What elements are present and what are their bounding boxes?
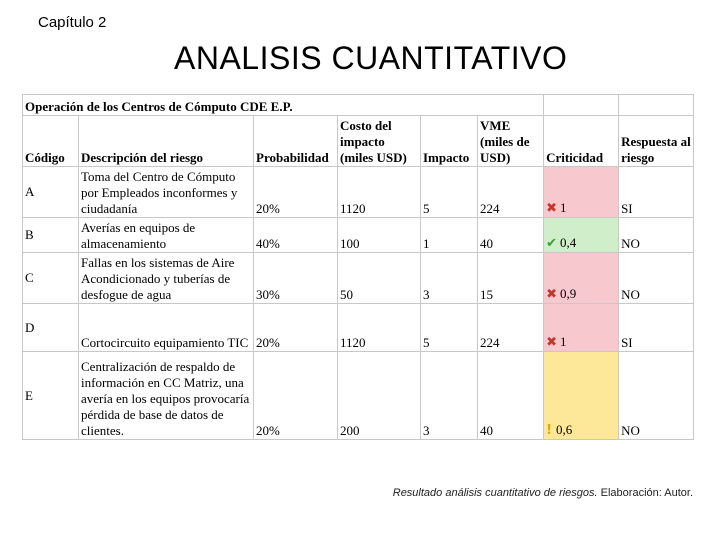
x-mark-icon: ✖ xyxy=(546,335,557,350)
page-title: ANALISIS CUANTITATIVO xyxy=(174,40,568,76)
row-vme: 224 xyxy=(478,167,544,218)
row-cost: 50 xyxy=(338,253,421,304)
criticality-value: 1 xyxy=(559,334,567,349)
row-criticality xyxy=(544,167,619,218)
row-probability: 40% xyxy=(254,218,338,253)
row-probability: 30% xyxy=(254,253,338,304)
table-row xyxy=(23,352,694,440)
exclamation-icon: ! xyxy=(546,423,553,438)
row-cost: 1120 xyxy=(338,167,421,218)
row-response: NO xyxy=(619,218,694,253)
operation-row xyxy=(23,95,694,116)
empty-cell xyxy=(544,95,619,116)
row-vme: 40 xyxy=(478,218,544,253)
operation-title: Operación de los Centros de Cómputo CDE E.P. xyxy=(23,95,544,116)
row-impact: 3 xyxy=(421,352,478,440)
table-row xyxy=(23,167,694,218)
criticality-value: 1 xyxy=(559,200,567,215)
row-impact: 1 xyxy=(421,218,478,253)
row-vme: 40 xyxy=(478,352,544,440)
row-vme: 224 xyxy=(478,304,544,352)
row-impact: 3 xyxy=(421,253,478,304)
table-row xyxy=(23,253,694,304)
table-row xyxy=(23,304,694,352)
row-cost: 1120 xyxy=(338,304,421,352)
row-code: E xyxy=(23,352,79,440)
row-impact: 5 xyxy=(421,304,478,352)
criticality-value: 0,6 xyxy=(556,422,573,437)
row-description: Cortocircuito equipamiento TIC xyxy=(79,304,254,352)
header-codigo: Código xyxy=(23,116,79,167)
header-respuesta: Respuesta al riesgo xyxy=(619,116,694,167)
row-response: SI xyxy=(619,167,694,218)
row-code: A xyxy=(23,167,79,218)
header-vme: VME (miles de USD) xyxy=(478,116,544,167)
header-impacto: Impacto xyxy=(421,116,478,167)
row-code: C xyxy=(23,253,79,304)
row-code: D xyxy=(23,304,79,352)
x-mark-icon: ✖ xyxy=(546,287,557,302)
header-costo: Costo del impacto (miles USD) xyxy=(338,116,421,167)
row-vme: 15 xyxy=(478,253,544,304)
row-description: Toma del Centro de Cómputo por Empleados inconformes y ciudadanía xyxy=(79,167,254,218)
risk-analysis-table xyxy=(22,94,694,440)
row-criticality xyxy=(544,352,619,440)
row-criticality xyxy=(544,218,619,253)
header-row xyxy=(23,116,694,167)
figure-caption xyxy=(393,487,693,499)
row-impact: 5 xyxy=(421,167,478,218)
row-probability: 20% xyxy=(254,167,338,218)
row-response: NO xyxy=(619,253,694,304)
check-mark-icon: ✔ xyxy=(546,236,557,251)
row-code: B xyxy=(23,218,79,253)
row-criticality xyxy=(544,253,619,304)
row-probability: 20% xyxy=(254,352,338,440)
row-cost: 100 xyxy=(338,218,421,253)
row-description: Centralización de respaldo de información en CC Matriz, una avería en los equipos provocaría pérdida de base de datos de clientes. xyxy=(79,352,254,440)
row-probability: 20% xyxy=(254,304,338,352)
row-criticality xyxy=(544,304,619,352)
caption-normal: Elaboración: Autor. xyxy=(600,487,693,499)
header-descripcion: Descripción del riesgo xyxy=(79,116,254,167)
chapter-label: Capítulo 2 xyxy=(38,14,107,31)
criticality-value: 0,4 xyxy=(559,235,577,250)
header-criticidad: Criticidad xyxy=(544,116,619,167)
row-cost: 200 xyxy=(338,352,421,440)
row-description: Averías en equipos de almacenamiento xyxy=(79,218,254,253)
criticality-value: 0,9 xyxy=(559,286,577,301)
caption-italic: Resultado análisis cuantitativo de riesgos. xyxy=(392,487,598,499)
x-mark-icon: ✖ xyxy=(546,201,557,216)
header-probabilidad: Probabilidad xyxy=(254,116,338,167)
row-response: SI xyxy=(619,304,694,352)
table-row xyxy=(23,218,694,253)
row-response: NO xyxy=(619,352,694,440)
empty-cell xyxy=(619,95,694,116)
row-description: Fallas en los sistemas de Aire Acondicionado y tuberías de desfogue de agua xyxy=(79,253,254,304)
